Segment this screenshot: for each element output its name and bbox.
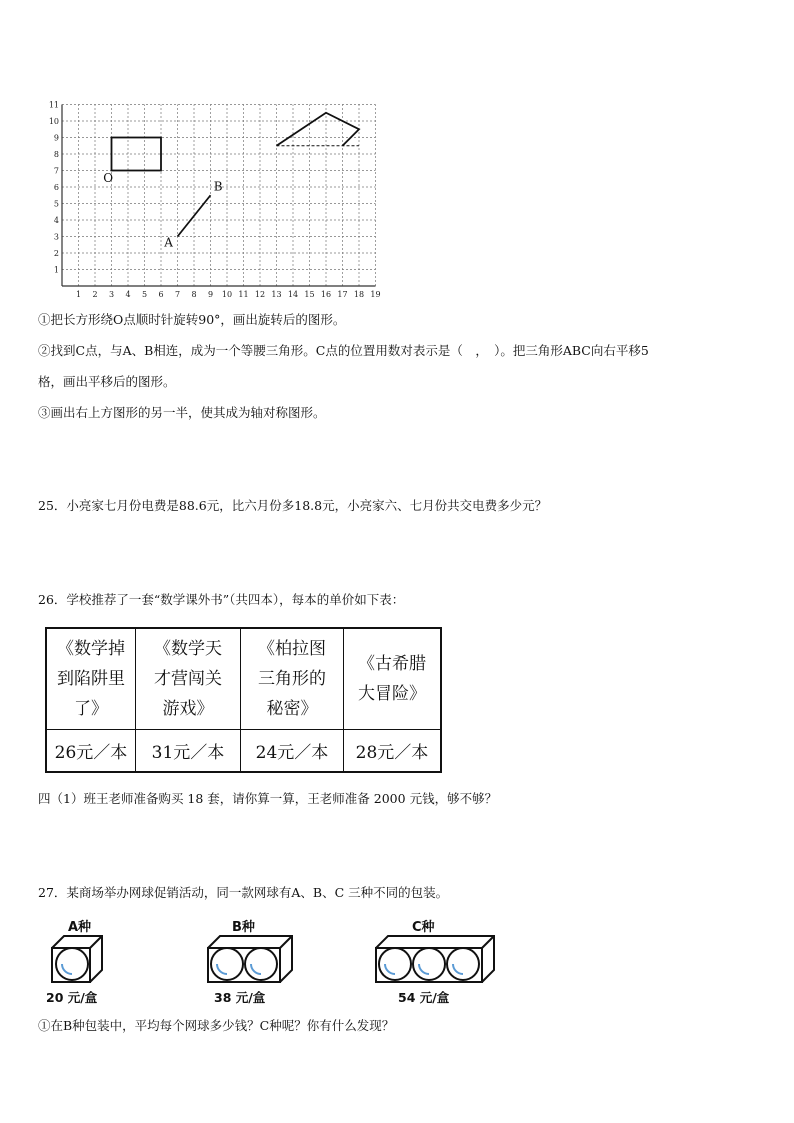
- q25-text: 25．小亮家七月份电费是88.6元，比六月份多18.8元，小亮家六、七月份共交电费多少元？: [38, 498, 548, 513]
- y-tick-label: 7: [53, 166, 59, 176]
- x-tick-label: 4: [125, 290, 131, 299]
- x-tick-label: 8: [191, 290, 197, 299]
- x-tick-label: 16: [320, 290, 332, 299]
- x-tick-label: 12: [254, 290, 266, 299]
- x-tick-label: 5: [141, 290, 148, 299]
- q26-intro: 26．学校推荐了一套“数学课外书”（共四本），每本的单价如下表：: [38, 592, 405, 607]
- book-title-cell: [241, 628, 344, 730]
- book-title-cell: [46, 628, 136, 730]
- q24-line-2: ②找到C点，与A、B相连，成为一个等腰三角形。C点的位置用数对表示是（ ， ）。把三角形ABC向右平移5: [38, 343, 649, 358]
- y-tick-label: 2: [53, 249, 59, 258]
- point-a-label: A: [164, 235, 173, 250]
- x-tick-label: 9: [207, 290, 214, 299]
- package-c-price: 54 元/盒: [398, 990, 450, 1005]
- book-title-line: 《古希腊: [358, 654, 426, 674]
- x-tick-label: 15: [304, 290, 315, 299]
- package-a-box-icon: [48, 930, 108, 986]
- q24-line-3: 格，画出平移后的图形。: [38, 374, 176, 389]
- book-price-table: [45, 627, 442, 773]
- y-tick-label: 3: [53, 232, 59, 242]
- y-tick-label: 6: [53, 183, 59, 192]
- book-title-line: 三角形的: [258, 669, 326, 689]
- y-tick-label: 10: [48, 117, 59, 126]
- y-tick-label: 4: [53, 216, 59, 225]
- x-tick-label: 3: [108, 290, 115, 299]
- x-tick-label: 19: [370, 290, 381, 299]
- y-tick-label: 1: [53, 265, 59, 275]
- book-price-cell: 31元／本: [136, 730, 241, 773]
- half-figure-shape: [277, 113, 360, 146]
- book-title-line: 到陷阱里: [57, 669, 125, 689]
- book-price-cell: 28元／本: [344, 730, 442, 773]
- package-b-price: 38 元/盒: [214, 990, 266, 1005]
- book-title-row: [46, 628, 441, 730]
- y-tick-label: 9: [53, 133, 59, 143]
- x-tick-label: 2: [92, 290, 98, 299]
- q26-question: 四（1）班王老师准备购买 18 套，请你算一算，王老师准备 2000 元钱，够不够？: [38, 791, 498, 806]
- book-title-line: 《数学天: [154, 639, 222, 659]
- package-b-box-icon: [204, 930, 296, 986]
- q24-line-1: ①把长方形绕O点顺时针旋转90°，画出旋转后的图形。: [38, 312, 346, 327]
- q27-intro: 27．某商场举办网球促销活动，同一款网球有A、B、C 三种不同的包装。: [38, 885, 449, 900]
- x-tick-label: 13: [271, 290, 282, 299]
- y-tick-label: 11: [48, 100, 59, 110]
- book-title-cell: [344, 628, 442, 730]
- point-b-label: B: [213, 179, 223, 194]
- x-tick-label: 7: [174, 290, 181, 299]
- book-title-line: 秘密》: [266, 699, 318, 719]
- x-tick-label: 11: [238, 290, 249, 299]
- book-title-cell: [136, 628, 241, 730]
- y-tick-label: 5: [53, 199, 59, 209]
- package-c-label: C种: [412, 920, 435, 935]
- point-o-label: O: [103, 171, 114, 186]
- book-title-line: 大冒险》: [358, 684, 426, 704]
- y-tick-label: 8: [53, 150, 59, 159]
- book-price-cell: 26元／本: [46, 730, 136, 773]
- x-tick-label: 14: [287, 290, 299, 299]
- q24-line-4: ③画出右上方图形的另一半，使其成为轴对称图形。: [38, 405, 326, 420]
- book-title-line: 游戏》: [162, 699, 214, 719]
- x-tick-label: 1: [75, 290, 82, 299]
- package-a-label: A种: [68, 920, 92, 935]
- x-tick-label: 17: [337, 290, 348, 299]
- package-a-price: 20 元/盒: [46, 990, 98, 1005]
- package-c-box-icon: [372, 930, 498, 986]
- book-price-row: [46, 730, 441, 773]
- book-title-line: 《柏拉图: [258, 639, 326, 659]
- x-tick-label: 18: [353, 290, 365, 299]
- q27-sub-question-1: ①在B种包装中，平均每个网球多少钱？C种呢？你有什么发现？: [38, 1018, 395, 1033]
- coordinate-grid-figure: [40, 90, 395, 300]
- x-tick-label: 10: [221, 290, 233, 299]
- book-title-line: 才营闯关: [154, 669, 222, 689]
- book-price-cell: 24元／本: [241, 730, 344, 773]
- book-title-line: 了》: [74, 699, 108, 719]
- package-b-label: B种: [232, 920, 255, 935]
- x-tick-label: 6: [158, 290, 164, 299]
- book-title-line: 《数学掉: [57, 639, 125, 659]
